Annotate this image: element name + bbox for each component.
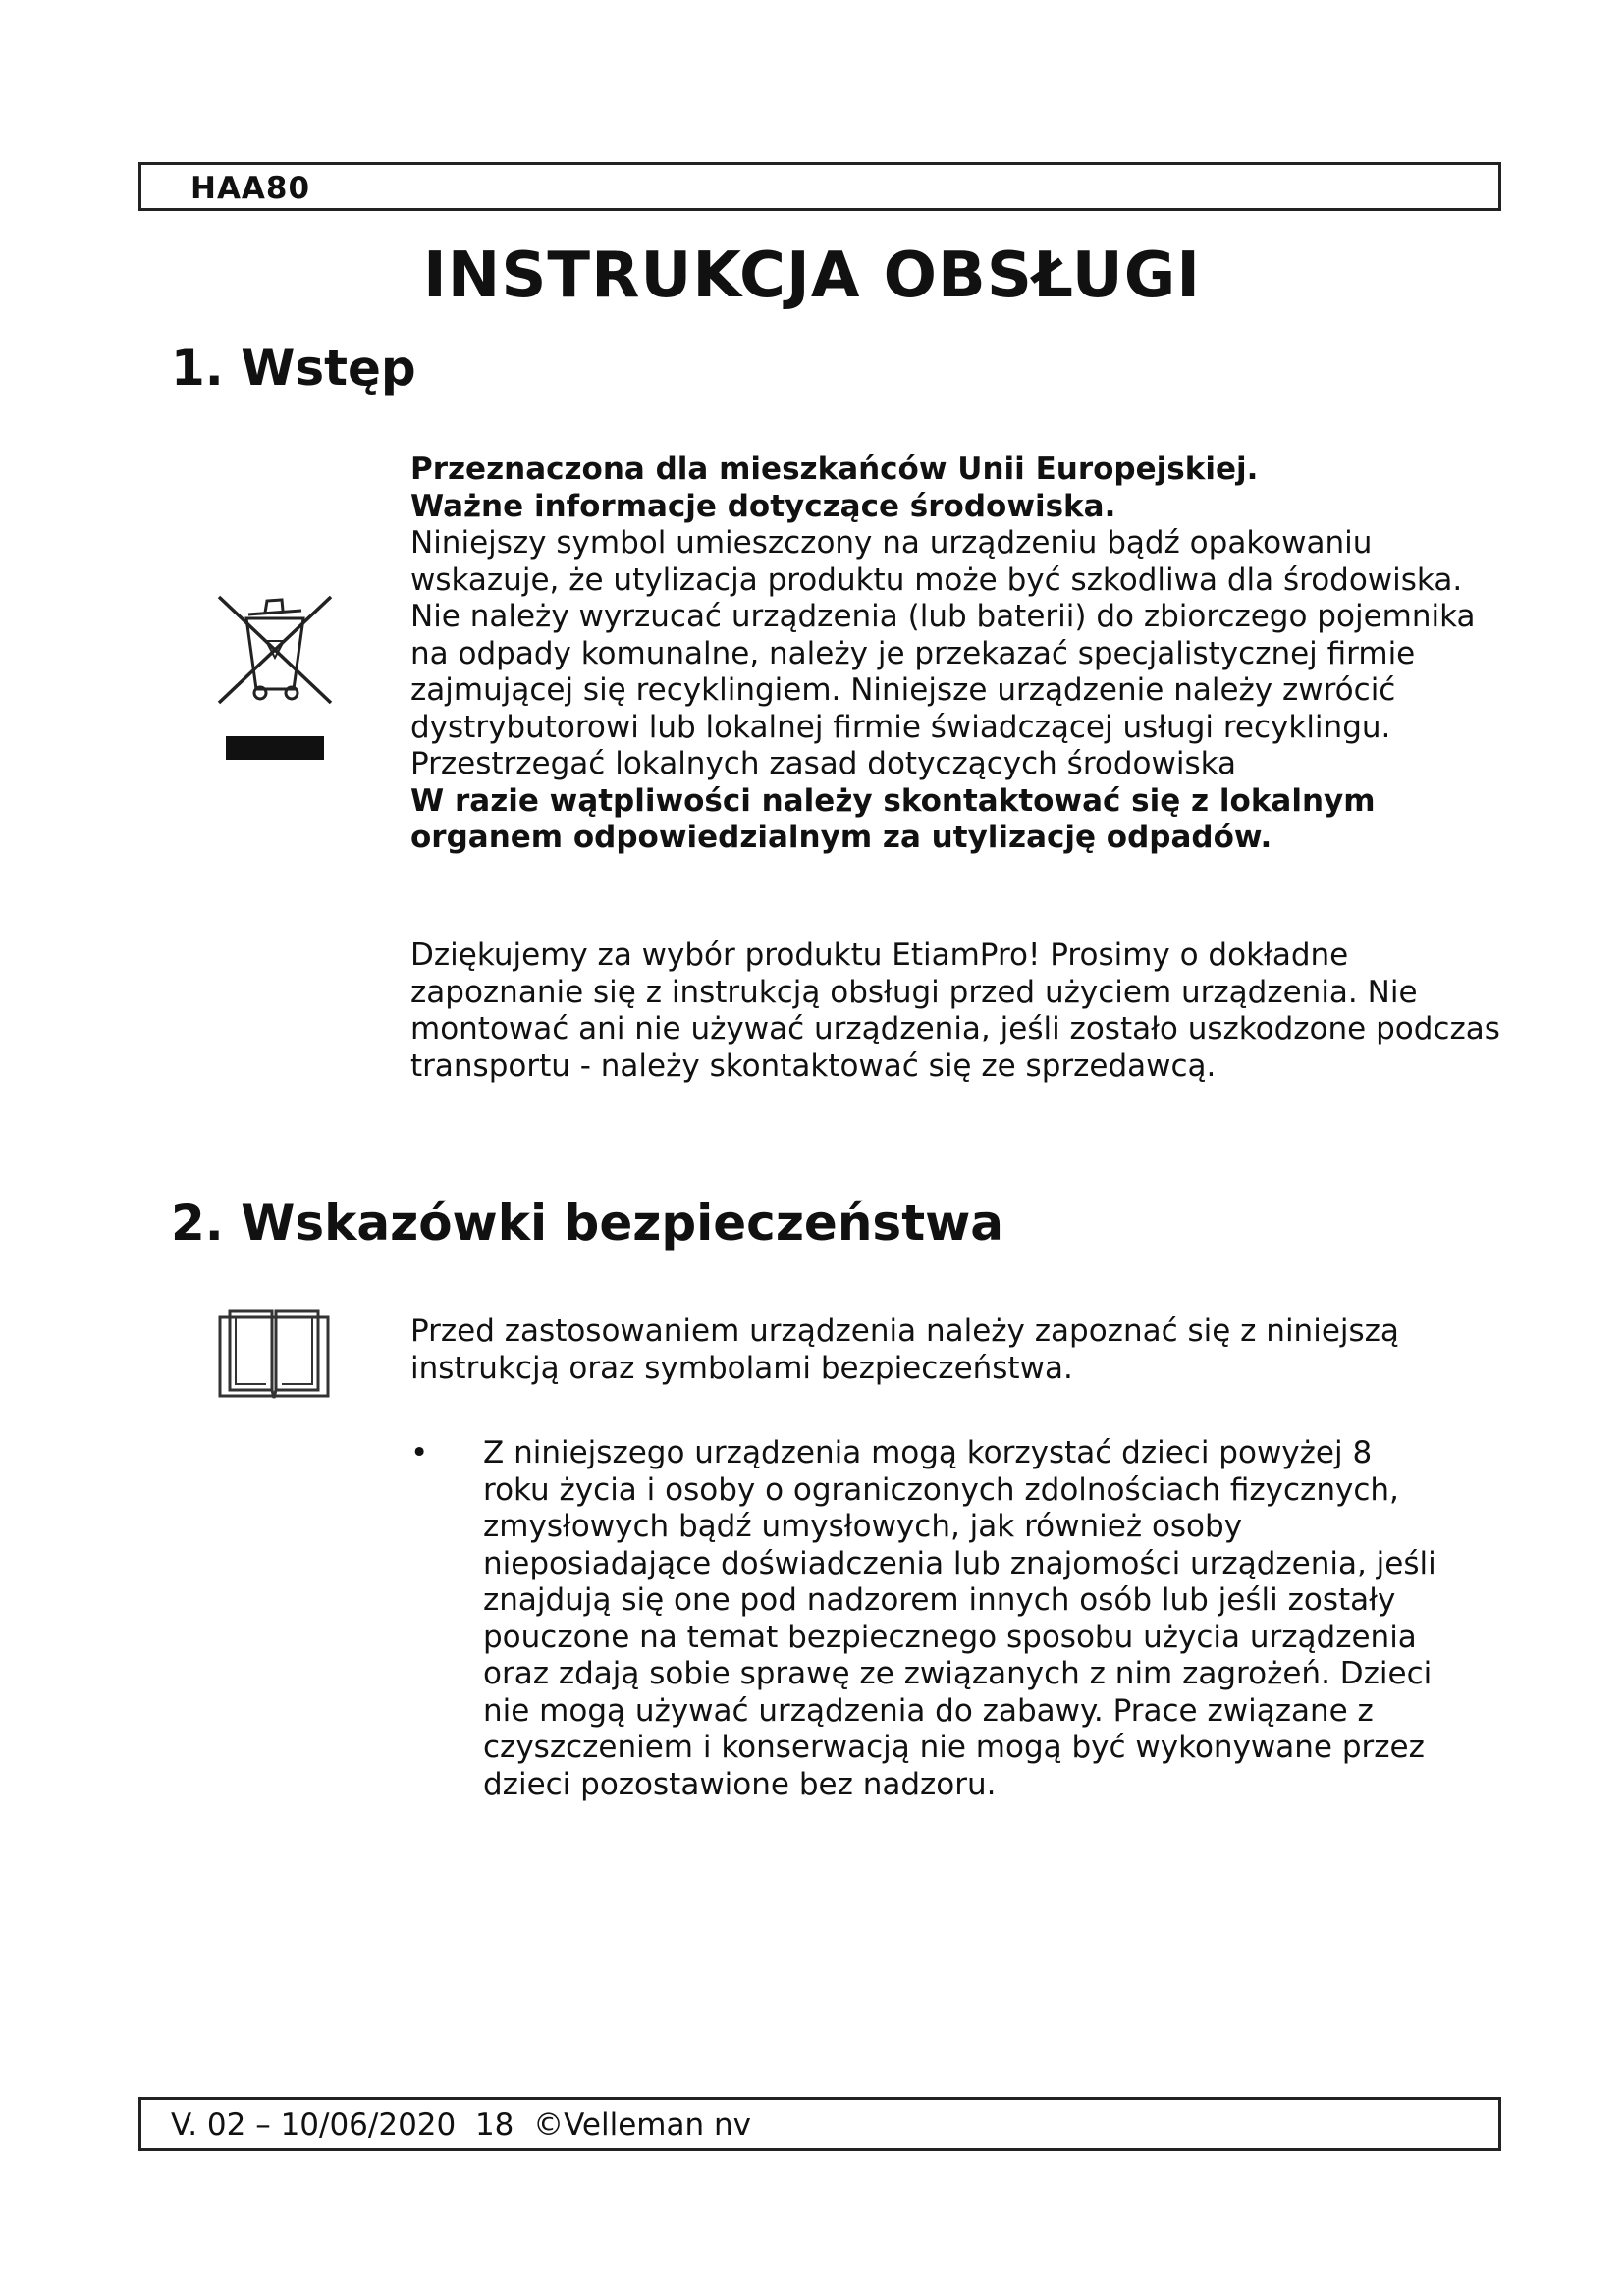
bullet-symbol: • <box>410 1435 429 1470</box>
weee-bold-line-2: Ważne informacje dotyczące środowiska. <box>410 488 1116 524</box>
model-code: HAA80 <box>190 171 311 206</box>
footer-version: V. 02 – 10/06/2020 18 ©Velleman nv <box>171 2108 751 2143</box>
list-item <box>410 1435 1441 1803</box>
section-heading-safety: 2. Wskazówki bezpieczeństwa <box>171 1195 1004 1252</box>
header-box <box>138 162 1501 211</box>
safety-bullet-list <box>410 1435 1441 1803</box>
weee-notice <box>410 452 1500 857</box>
crossed-out-wheelie-bin-icon <box>211 587 339 769</box>
bullet-text: Z niniejszego urządzenia mogą korzystać dzieci powyżej 8 roku życia i osoby o ograniczonych zdolnościach fizycznych, zmysłowych bądź umysłowych, jak również osoby nieposiadające doświadczenia lub znajomości urządzenia, jeśli znajdują się one pod nadzorem innych osób lub jeśli zostały pouczone na temat bezpiecznego sposobu użycia urządzenia oraz zdają sobie sprawę ze związanych z nim zagrożeń. Dzieci nie mogą używać urządzenia do zabawy. Prace związane z czyszczeniem i konserwacją nie mogą być wykonywane przez dzieci pozostawione bez nadzoru. <box>483 1435 1436 1802</box>
section-heading-introduction: 1. Wstęp <box>171 340 416 397</box>
weee-bold-line-1: Przeznaczona dla mieszkańców Unii Europejskiej. <box>410 452 1259 487</box>
read-manual-book-icon <box>216 1308 332 1402</box>
weee-paragraph: Niniejszy symbol umieszczony na urządzeniu bądź opakowaniu wskazuje, że utylizacja produktu może być szkodliwa dla środowiska. Nie należy wyrzucać urządzenia (lub baterii) do zbiorczego pojemnika na odpady komunalne, należy je przekazać specjalistycznej firmie zajmującej się recyklingiem. Niniejsze urządzenie należy zwrócić dystrybutorowi lub lokalnej firmie świadczącej usługi recyklingu. Przestrzegać lokalnych zasad dotyczących środowiska <box>410 525 1476 781</box>
weee-bold-line-3: W razie wątpliwości należy skontaktować się z lokalnym organem odpowiedzialnym za utylizację odpadów. <box>410 782 1376 855</box>
safety-intro: Przed zastosowaniem urządzenia należy zapoznać się z niniejszą instrukcją oraz symbolami bezpieczeństwa. <box>410 1313 1399 1386</box>
footer-box <box>138 2097 1501 2151</box>
page-title: INSTRUKCJA OBSŁUGI <box>422 240 1202 312</box>
thanks-paragraph: Dziękujemy za wybór produktu EtiamPro! Prosimy o dokładne zapoznanie się z instrukcją obsługi przed użyciem urządzenia. Nie montować ani nie używać urządzenia, jeśli zostało uszkodzone podczas transportu - należy skontaktować się ze sprzedawcą. <box>410 937 1500 1084</box>
